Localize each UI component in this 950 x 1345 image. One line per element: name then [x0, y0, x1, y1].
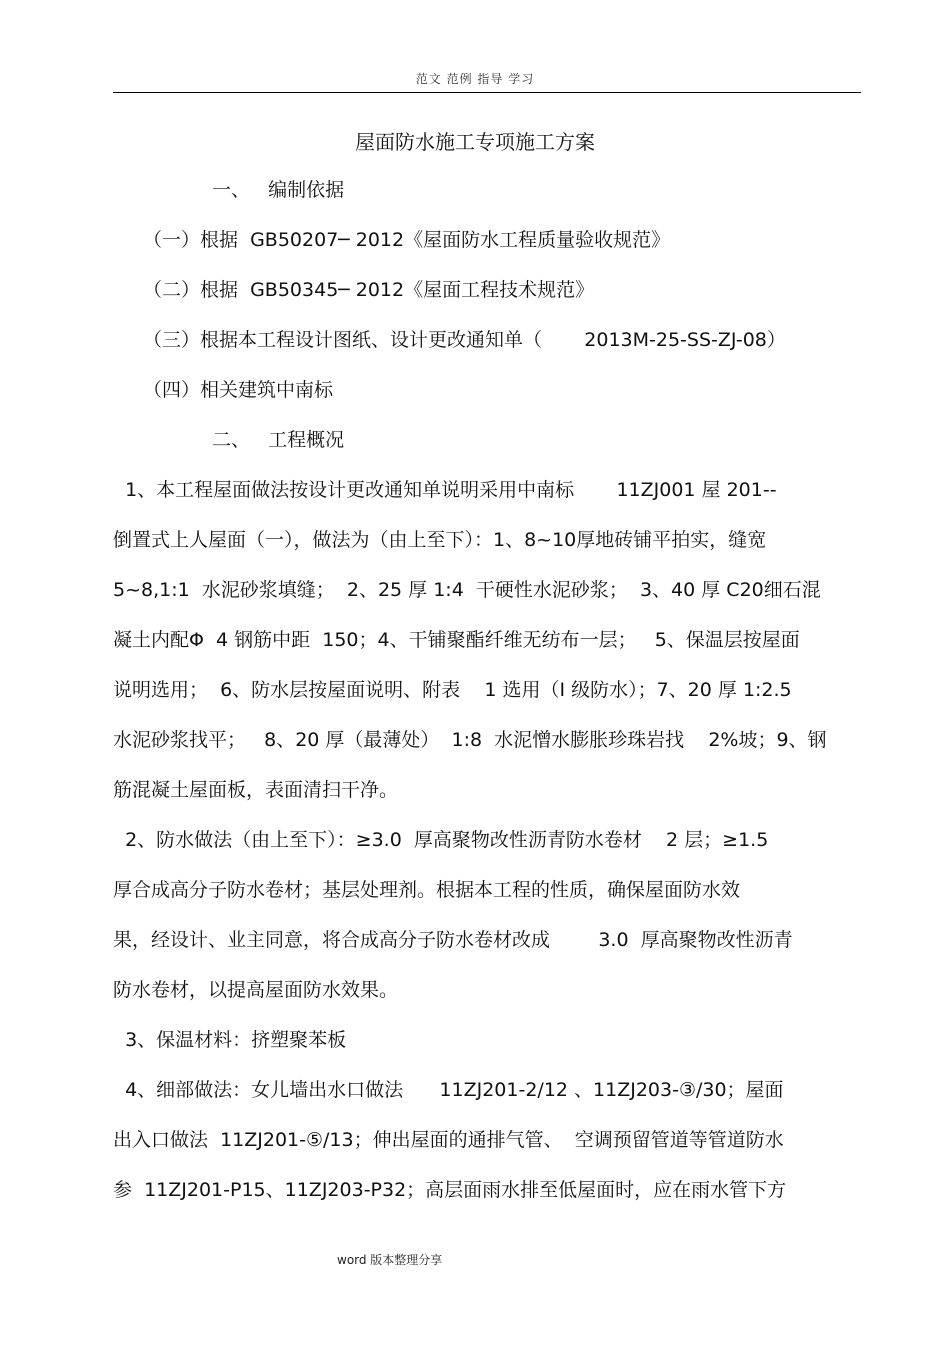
paragraph-4-line: 4、细部做法：女儿墙出水口做法 11ZJ201-2/12 、11ZJ203-③/30；屋面	[113, 1079, 784, 1101]
paragraph-1-line: 水泥砂浆找平； 8、20 厚（最薄处） 1:8 水泥憎水膨胀珍珠岩找 2%坡；9、钢	[113, 729, 827, 751]
section-heading-2: 二、 工程概况	[212, 429, 345, 451]
paragraph-4-line: 参 11ZJ201-P15、11ZJ203-P32；高层面雨水排至低屋面时，应在雨水管下方	[113, 1179, 787, 1201]
basis-item-1: （一）根据 GB50207─ 2012《屋面防水工程质量验收规范》	[143, 229, 671, 251]
paragraph-1-line: 筋混凝土屋面板，表面清扫干净。	[113, 779, 399, 801]
paragraph-1-line: 1、本工程屋面做法按设计更改通知单说明采用中南标 11ZJ001 屋 201--	[113, 479, 777, 501]
paragraph-2-line: 果，经设计、业主同意，将合成高分子防水卷材改成 3.0 厚高聚物改性沥青	[113, 929, 793, 951]
section-heading-1: 一、 编制依据	[212, 179, 345, 201]
paragraph-1-line: 倒置式上人屋面（一），做法为（由上至下）：1、8~10厚地砖铺平拍实，缝宽	[113, 529, 767, 551]
paragraph-3: 3、保温材料：挤塑聚苯板	[113, 1029, 347, 1051]
paragraph-2-line: 防水卷材，以提高屋面防水效果。	[113, 979, 399, 1001]
page-header-text: 范文 范例 指导 学习	[415, 72, 535, 86]
basis-item-2: （二）根据 GB50345─ 2012《屋面工程技术规范》	[143, 279, 595, 301]
paragraph-2-line: 厚合成高分子防水卷材；基层处理剂。根据本工程的性质，确保屋面防水效	[113, 879, 741, 901]
paragraph-2-line: 2、防水做法（由上至下）：≥3.0 厚高聚物改性沥青防水卷材 2 层；≥1.5	[113, 829, 769, 851]
basis-item-3: （三）根据本工程设计图纸、设计更改通知单（ 2013M-25-SS-ZJ-08）	[143, 329, 786, 351]
document-title: 屋面防水施工专项施工方案	[355, 130, 595, 154]
basis-item-4: （四）相关建筑中南标	[143, 379, 334, 401]
paragraph-1-line: 5~8,1:1 水泥砂浆填缝； 2、25 厚 1:4 干硬性水泥砂浆； 3、40 厚 C20细石混	[113, 579, 821, 601]
page-footer-text: word 版本整理分享	[337, 1253, 443, 1267]
paragraph-1-line: 凝土内配Φ 4 钢筋中距 150；4、干铺聚酯纤维无纺布一层； 5、保温层按屋面	[113, 629, 800, 651]
paragraph-4-line: 出入口做法 11ZJ201-⑤/13；伸出屋面的通排气管、 空调预留管道等管道防水	[113, 1129, 784, 1151]
paragraph-1-line: 说明选用； 6、防水层按屋面说明、附表 1 选用（Ⅰ 级防水）；7、20 厚 1:2.5	[113, 679, 792, 701]
header-rule	[113, 92, 861, 93]
